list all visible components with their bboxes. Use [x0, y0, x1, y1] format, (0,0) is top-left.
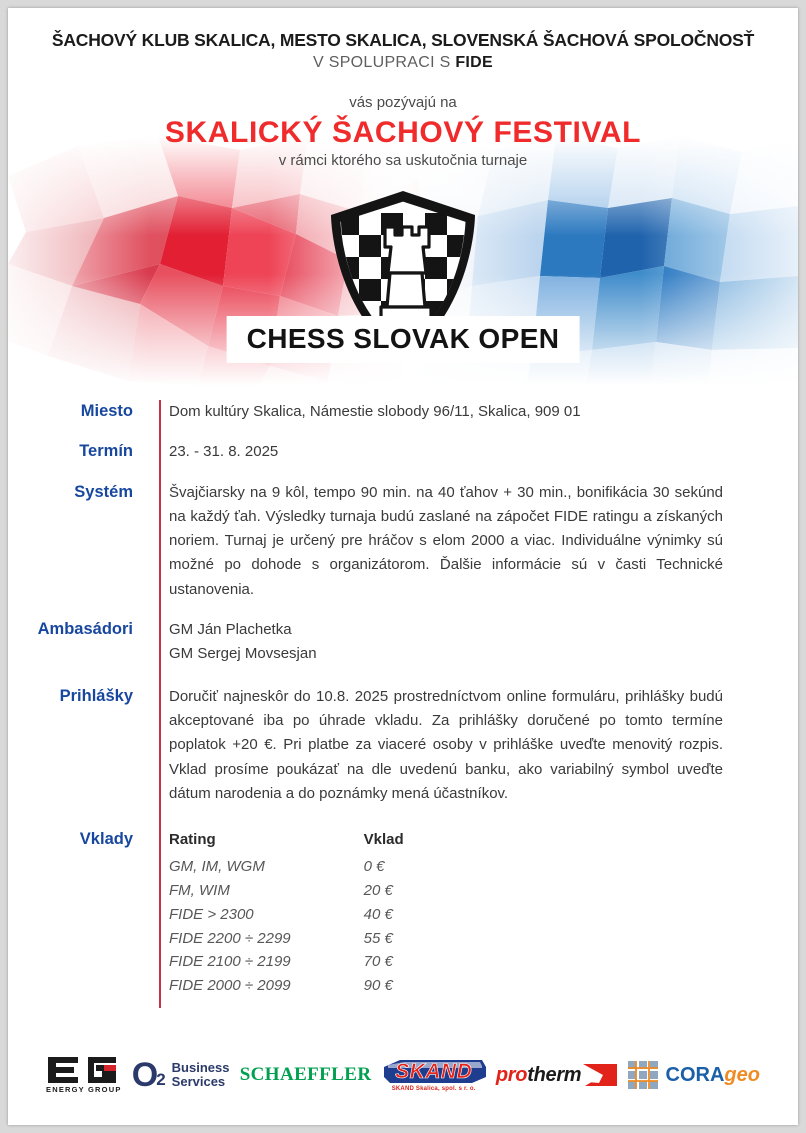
table-row	[169, 903, 404, 927]
info-row-vklady	[8, 828, 798, 998]
corageo-part-geo: geo	[724, 1063, 760, 1086]
table-row	[169, 950, 404, 974]
protherm-flame-icon	[583, 1062, 617, 1088]
eg-logo-text: ENERGY GROUP	[46, 1084, 122, 1094]
label-termin: Termín	[79, 442, 133, 461]
sponsor-corageo	[628, 1061, 760, 1089]
organizers-line: ŠACHOVÝ KLUB SKALICA, MESTO SKALICA, SLOVENSKÁ ŠACHOVÁ SPOLOČNOSŤ	[51, 30, 755, 50]
details-section	[8, 400, 798, 1014]
skand-logo-icon	[382, 1058, 486, 1085]
value-system: Švajčiarsky na 9 kôl, tempo 90 min. na 40 ťahov + 30 min., bonifikácia 30 sekúnd na každý ťah. Výsledky turnaja budú zaslané na zápočet FIDE ratingu a získaných noriem. Turnaj je určený pre hráčov s elom 2000 a viac. Individuálne výnimky sú možné po dohode s organizátorom. Ďalšie informácie sú v časti Technické ustanovenia.	[169, 483, 723, 598]
o2-wordmark	[172, 1061, 230, 1088]
value-miesto: Dom kultúry Skalica, Námestie slobody 96/11, Skalica, 909 01	[169, 403, 581, 420]
fee-amount: 90 €	[363, 977, 393, 995]
label-vklady: Vklady	[79, 830, 133, 849]
eg-logo-icon	[48, 1057, 120, 1083]
o2-line-business: Business	[171, 1060, 230, 1076]
label-ambasadori: Ambasádori	[37, 620, 133, 639]
skand-wordmark: SKAND	[395, 1060, 473, 1083]
cooperation-prefix: V SPOLUPRACI S	[313, 53, 456, 71]
value-ambasadori	[151, 618, 756, 667]
fee-rating: FIDE 2100 ÷ 2199	[169, 953, 291, 971]
table-row	[169, 879, 404, 903]
invite-line: vás pozývajú na	[349, 93, 457, 111]
table-row	[169, 927, 404, 951]
sponsor-protherm	[496, 1062, 617, 1088]
fee-rating: FM, WIM	[169, 882, 230, 900]
fee-rating: FIDE > 2300	[169, 905, 254, 923]
sponsor-strip	[8, 1044, 798, 1106]
protherm-part-therm: therm	[527, 1063, 582, 1086]
o2-digit-2: 2	[156, 1070, 166, 1090]
fee-amount: 0 €	[363, 858, 385, 876]
schaeffler-wordmark: SCHAEFFLER	[239, 1064, 372, 1085]
eg-mark-graphic	[48, 1057, 120, 1083]
ambassador-name: GM Ján Plachetka	[169, 621, 292, 639]
info-row-system	[8, 481, 798, 602]
label-system: Systém	[74, 482, 133, 501]
info-row-prihlasky	[8, 685, 798, 806]
fees-header-row	[169, 828, 404, 855]
info-row-miesto	[8, 400, 798, 424]
sponsor-skand	[382, 1058, 486, 1092]
o2-letter-o: O	[131, 1055, 159, 1094]
festival-subtitle: v rámci ktorého sa uskutočnia turnaje	[278, 151, 528, 169]
info-row-ambasadori	[8, 618, 798, 667]
fee-amount: 20 €	[363, 882, 393, 900]
fee-rating: GM, IM, WGM	[169, 858, 265, 876]
info-row-termin	[8, 440, 798, 464]
fee-rating: FIDE 2000 ÷ 2099	[169, 977, 291, 995]
festival-title: SKALICKÝ ŠACHOVÝ FESTIVAL	[164, 115, 642, 149]
value-prihlasky: Doručiť najneskôr do 10.8. 2025 prostredníctvom online formuláru, prihlášky budú akceptované iba po úhrade vkladu. Za prihlášky doručené po tomto termíne poplatok +20 €. Pri platbe za viaceré osoby v prihláške uveďte menovitý rozpis. Vklad prosíme poukázať na dle uvedenú banku, ako variabilný symbol uveďte dátum narodenia a do poznámky mená účastníkov.	[169, 687, 723, 802]
value-termin: 23. - 31. 8. 2025	[169, 443, 279, 461]
wordmark-text: CHESS SLOVAK OPEN	[246, 323, 560, 354]
fee-rating: FIDE 2200 ÷ 2299	[169, 929, 291, 947]
fees-header-vklad: Vklad	[363, 831, 404, 849]
sponsor-eg-energy-group	[46, 1057, 122, 1094]
corageo-grid-icon	[628, 1061, 658, 1089]
sponsor-o2-business-services	[131, 1055, 230, 1094]
protherm-part-pro: pro	[495, 1063, 528, 1086]
chess-slovak-open-wordmark	[227, 316, 580, 363]
value-vklady	[151, 828, 756, 998]
poster-header	[8, 8, 798, 169]
cooperation-line	[8, 54, 798, 72]
cooperation-partner: FIDE	[455, 53, 493, 71]
corageo-part-cora: CORA	[665, 1063, 725, 1086]
fees-table	[169, 828, 404, 998]
table-row	[169, 855, 404, 879]
fee-amount: 40 €	[363, 905, 393, 923]
table-row	[169, 974, 404, 998]
skand-subtitle: SKAND Skalica, spol. s r. o.	[391, 1086, 476, 1092]
o2-line-services: Services	[171, 1074, 226, 1089]
ambassador-name: GM Sergej Movsesjan	[169, 645, 317, 663]
label-miesto: Miesto	[80, 402, 133, 420]
fee-amount: 70 €	[363, 953, 393, 971]
poster-page	[8, 8, 798, 1125]
fee-amount: 55 €	[363, 929, 393, 947]
fees-header-rating: Rating	[169, 831, 216, 849]
label-prihlasky: Prihlášky	[59, 686, 133, 705]
sponsor-schaeffler	[240, 1064, 372, 1086]
